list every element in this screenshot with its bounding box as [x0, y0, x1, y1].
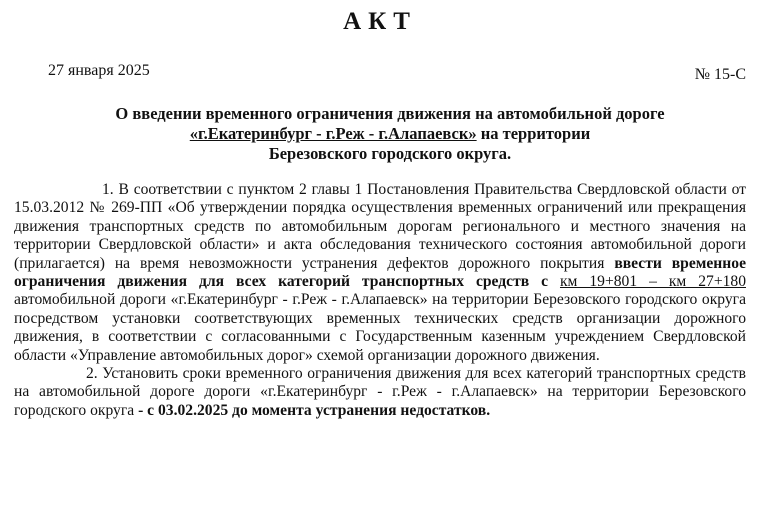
paragraph-2-bold: - с 03.02.2025 до момента устранения недостатков.	[138, 401, 491, 419]
document-heading	[40, 104, 740, 164]
heading-road-name: «г.Екатеринбург - г.Реж - г.Алапаевск»	[189, 124, 477, 143]
document-title: АКТ	[343, 8, 417, 35]
heading-line-3: Березовского городского округа.	[268, 144, 512, 163]
document-date: 27 января 2025	[48, 62, 150, 79]
paragraph-1-text-cont: автомобильной дороги «г.Екатеринбург - г.Реж - г.Алапаевск» на территории Березовского городского округа посредством установки соответствующих временных технических средств организации дорожного движения, в соответствии с согласованными с Государственным казенным учреждением Свердловской области «Управление автомобильных дорог» схемой организации дорожного движения.	[14, 291, 746, 364]
heading-line-1: О введении временного ограничения движения на автомобильной дороге	[115, 104, 665, 123]
paragraph-1-km-range: км 19+801 – км 27+180	[559, 273, 746, 291]
heading-line-2-rest: на территории	[476, 124, 591, 143]
paragraph-1-bold: ввести временное ограничения движения для всех категорий транспортных средств с	[14, 254, 746, 291]
heading-line-2	[40, 124, 740, 144]
paragraph-2-text: 2. Установить сроки временного ограничения движения для всех категорий транспортных средств на автомобильной дороге дороги «г.Екатеринбург - г.Реж - г.Алапаевск» на территории Березовского городского округа	[14, 365, 746, 419]
document-number: № 15-С	[694, 66, 746, 83]
paragraph-1	[14, 181, 746, 365]
paragraph-1-text: 1. В соответствии с пунктом 2 главы 1 Постановления Правительства Свердловской области от 15.03.2012 № 269-ПП «Об утверждении порядка осуществления временных ограничений или прекращения движения транспортных средств по автомобильным дорогам регионального и местного значения на территории Свердловской области» и акта обследования технического состояния автомобильной дороги (прилагается) на время невозможности устранения дефектов дорожного покрытия	[14, 181, 746, 272]
paragraph-2	[14, 365, 746, 420]
document-body	[14, 181, 746, 420]
